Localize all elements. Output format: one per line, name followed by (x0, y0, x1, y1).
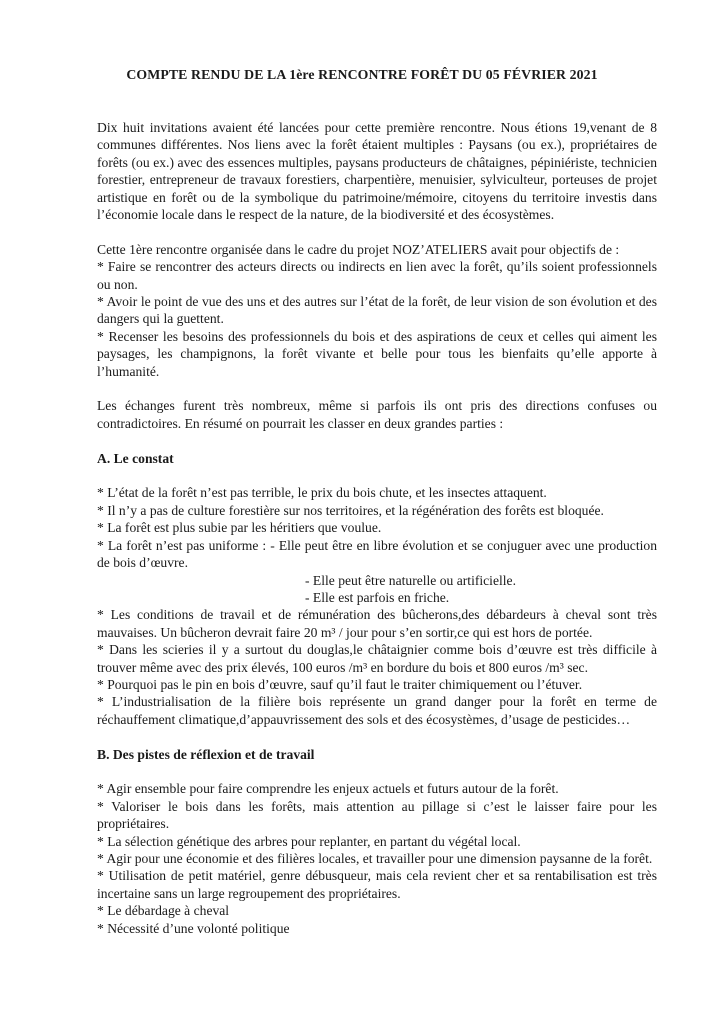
objectives-lead: Cette 1ère rencontre organisée dans le cadre du projet NOZ’ATELIERS avait pour objectifs de : (97, 241, 620, 257)
constat-sub-item: - Elle peut être naturelle ou artificielle. (305, 572, 516, 588)
constat-item: * La forêt est plus subie par les héritiers que voulue. (97, 520, 382, 536)
objective-item: * Avoir le point de vue des uns et des autres sur l’état de la forêt, de leur vision de son évolution et des dangers qui la guettent. (97, 294, 657, 327)
constat-item: * Les conditions de travail et de rémunération des bûcherons,des débardeurs à cheval sont très mauvaises. Un bûcheron devrait faire 20 m³ / jour pour s’en sortir,ce qui est hors de portée. (97, 607, 657, 640)
constat-item: * L’état de la forêt n’est pas terrible, le prix du bois chute, et les insectes attaquent. (97, 485, 547, 501)
document-title: COMPTE RENDU DE LA 1ère RENCONTRE FORÊT DU 05 FÉVRIER 2021 (126, 67, 598, 82)
section-a-heading: A. Le constat (97, 450, 174, 466)
section-b-heading: B. Des pistes de réflexion et de travail (97, 746, 315, 762)
intro-paragraph: Dix huit invitations avaient été lancées pour cette première rencontre. Nous étions 19,venant de 8 communes différentes. Nos liens avec la forêt étaient multiples : Paysans (ou ex.), propriétaires de forêts (ou ex.) avec des essences multiples, paysans producteurs de châtaignes, pépiniériste, technicien forestier, entrepreneur de travaux forestiers, charpentière, menuisier, sylviculteur, porteuses de projet artistique en forêt ou de la symbolique du patrimoine/mémoire, citoyens du territoire investis dans l’économie locale dans le respect de la nature, de la biodiversité et des écosystèmes. (97, 120, 657, 223)
constat-item: * Il n’y a pas de culture forestière sur nos territoires, et la régénération des forêts est bloquée. (97, 502, 604, 518)
piste-item: * Agir ensemble pour faire comprendre les enjeux actuels et futurs autour de la forêt. (97, 781, 559, 797)
objective-item: * Recenser les besoins des professionnels du bois et des aspirations de ceux et celles qui aiment les paysages, les champignons, la forêt vivante et belle pour tous les bienfaits qu’elle apporte à l’humanité. (97, 328, 657, 379)
exchanges-paragraph: Les échanges furent très nombreux, même si parfois ils ont pris des directions confuses ou contradictoires. En résumé on pourrait les classer en deux grandes parties : (97, 398, 657, 431)
document-body (97, 119, 657, 937)
piste-item: * La sélection génétique des arbres pour replanter, en partant du végétal local. (97, 833, 521, 849)
piste-item: * Le débardage à cheval (97, 903, 230, 919)
objective-item: * Faire se rencontrer des acteurs directs ou indirects en lien avec la forêt, qu’ils soient professionnels ou non. (97, 259, 657, 292)
constat-item: * Dans les scieries il y a surtout du douglas,le châtaignier comme bois d’œuvre est très difficile à trouver même avec des prix élevés, 100 euros /m³ en bordure du bois et 800 euros /m³ sec. (97, 642, 657, 675)
constat-item: * L’industrialisation de la filière bois représente un grand danger pour la forêt en terme de réchauffement climatique,d’appauvrissement des sols et des écosystèmes, d’usage de pesticides… (97, 694, 657, 727)
constat-item: * Pourquoi pas le pin en bois d’œuvre, sauf qu’il faut le traiter chimiquement ou l’étuver. (97, 676, 583, 692)
piste-item: * Utilisation de petit matériel, genre débusqueur, mais cela revient cher et sa rentabilisation est très incertaine sans un large regroupement des propriétaires. (97, 868, 657, 901)
constat-item: * La forêt n’est pas uniforme : - Elle peut être en libre évolution et se conjuguer avec une production de bois d’œuvre. (97, 537, 657, 571)
piste-item: * Valoriser le bois dans les forêts, mais attention au pillage si c’est le laisser faire pour les propriétaires. (97, 798, 657, 832)
piste-item: * Agir pour une économie et des filières locales, et travailler pour une dimension paysanne de la forêt. (97, 850, 653, 866)
constat-sub-item: - Elle est parfois en friche. (305, 589, 450, 605)
piste-item: * Nécessité d’une volonté politique (97, 920, 290, 936)
